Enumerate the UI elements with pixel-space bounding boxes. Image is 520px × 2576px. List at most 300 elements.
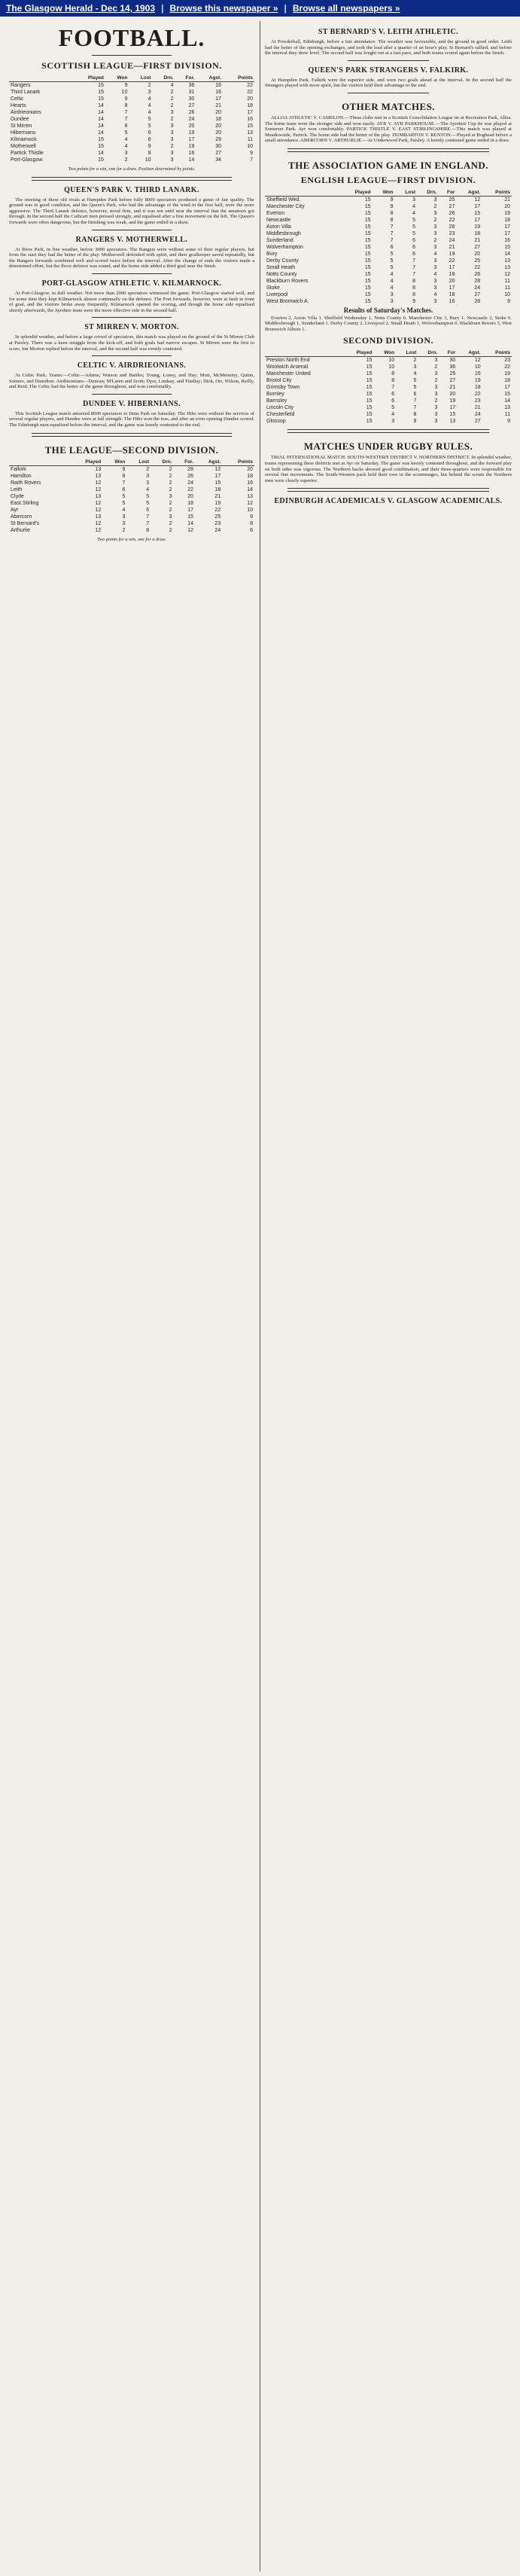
- article-headline: QUEEN'S PARK V. THIRD LANARK.: [64, 185, 199, 194]
- table-cell: 4: [412, 210, 416, 216]
- column-header: Won: [373, 189, 395, 197]
- table-header-row: [265, 349, 512, 357]
- rule: [92, 317, 172, 318]
- table-cell: 22: [474, 392, 481, 398]
- table-cell: 3: [434, 371, 438, 377]
- article-body: At Powderhall, Edinburgh, before a fair attendance. The weather was favourable, and the ground in good order. Leith had the better of the opening exchanges, and took the lead after a quarter of an hour's play. St Bernard's rallied, and before the interval they drew level. The second half was fought out at a fast pace, and both teams scored again before the finish.: [265, 39, 512, 56]
- table-row: [9, 96, 254, 102]
- table-cell: 15: [247, 123, 253, 129]
- table-cell: Hearts: [11, 103, 26, 108]
- column-header: [265, 349, 342, 357]
- table-cell: 21: [504, 197, 510, 203]
- table-cell: 2: [434, 378, 438, 384]
- table-cell: 4: [147, 103, 151, 108]
- table-cell: 29: [215, 137, 221, 142]
- table-cell: 2: [169, 500, 172, 506]
- table-cell: 19: [474, 224, 481, 230]
- table-cell: 7: [413, 405, 417, 411]
- table-cell: 21: [449, 385, 456, 391]
- table-cell: 10: [474, 364, 481, 370]
- separator: |: [161, 3, 164, 14]
- table-cell: 15: [214, 480, 221, 486]
- table-cell: 7: [122, 480, 126, 486]
- table-cell: 4: [412, 203, 416, 209]
- table-cell: 15: [366, 385, 373, 391]
- table-cell: 2: [433, 217, 437, 223]
- table-header-row: [265, 189, 512, 197]
- table-cell: 15: [364, 285, 371, 291]
- table-cell: 14: [187, 520, 193, 526]
- column-header: Won: [374, 349, 397, 357]
- table-row: [265, 278, 512, 285]
- table-cell: 3: [170, 110, 174, 115]
- table-cell: 15: [366, 398, 373, 404]
- table-cell: 8: [412, 291, 416, 297]
- table-cell: 28: [187, 466, 193, 472]
- table-cell: 4: [170, 83, 174, 88]
- table-cell: Burnley: [266, 392, 284, 398]
- table-cell: 20: [188, 123, 195, 129]
- table-row: [9, 136, 254, 143]
- table-cell: 27: [215, 151, 221, 156]
- table-cell: 3: [124, 151, 128, 156]
- table-row: [9, 89, 254, 96]
- column-header: Played: [72, 75, 105, 82]
- table-cell: 19: [188, 130, 195, 136]
- table-cell: 25: [474, 258, 481, 264]
- table-cell: Falkirk: [11, 466, 26, 472]
- table-cell: 17: [449, 285, 455, 291]
- browse-newspaper-link[interactable]: Browse this newspaper »: [169, 3, 278, 14]
- table-cell: 6: [413, 392, 417, 398]
- table-cell: 15: [366, 364, 373, 370]
- table-cell: 16: [247, 117, 253, 122]
- table-cell: 9: [250, 151, 253, 156]
- table-cell: 5: [412, 217, 416, 223]
- table-cell: 28: [449, 224, 455, 230]
- column-header: Played: [69, 459, 103, 466]
- column-header: For: [438, 189, 456, 197]
- table-cell: 25: [449, 197, 455, 203]
- table-cell: Manchester City: [266, 203, 305, 209]
- table-row: [265, 230, 512, 237]
- table-cell: 5: [390, 258, 394, 264]
- table-cell: 12: [474, 197, 481, 203]
- table-cell: 5: [122, 500, 126, 506]
- table-cell: 2: [170, 117, 174, 122]
- column-header: Played: [342, 349, 373, 357]
- table-cell: 2: [170, 96, 174, 102]
- table-cell: 3: [170, 123, 174, 129]
- table-cell: St Bernard's: [11, 520, 40, 526]
- table-cell: 18: [247, 103, 253, 108]
- table-cell: 13: [504, 258, 510, 264]
- table-cell: 18: [504, 217, 510, 223]
- table-cell: 31: [188, 90, 195, 95]
- article-headline: CELTIC V. AIRDRIEONIANS.: [77, 361, 187, 370]
- table-cell: 12: [474, 358, 481, 364]
- table-cell: 3: [147, 90, 151, 95]
- table-row: [9, 527, 254, 534]
- table-cell: 14: [188, 157, 195, 163]
- table-cell: 17: [247, 110, 253, 115]
- table-cell: 3: [433, 285, 437, 291]
- table-cell: 17: [449, 264, 455, 270]
- table-cell: 9: [250, 514, 253, 520]
- rule: [287, 148, 489, 152]
- column-header: Lost: [396, 349, 418, 357]
- table-cell: 5: [412, 230, 416, 236]
- table-cell: 12: [247, 500, 253, 506]
- table-cell: 24: [474, 412, 481, 418]
- table-cell: 6: [391, 392, 395, 398]
- table-cell: 7: [124, 110, 128, 115]
- table-cell: Arthurlie: [11, 527, 31, 533]
- table-cell: 3: [146, 480, 150, 486]
- table-cell: 3: [146, 473, 150, 479]
- table-cell: Airdrieonians: [11, 110, 41, 115]
- table-cell: 9: [507, 419, 510, 425]
- table-cell: 15: [364, 271, 371, 277]
- table-cell: 19: [214, 500, 221, 506]
- table-cell: 8: [147, 137, 151, 142]
- table-cell: 15: [98, 90, 104, 95]
- table-cell: 3: [433, 264, 437, 270]
- table-cell: 23: [214, 520, 221, 526]
- article-body: This Scottish League match attracted 8000 spectators to Dens Park on Saturday. The Hibs were without the services of several regular players, and Dundee were at full strength. The Hibs won the toss, and after an even opening Dundee scored. The Edinburgh men equalised before the interval, and the game was keenly contested to the end.: [9, 410, 254, 428]
- table-cell: 2: [146, 466, 150, 472]
- table-cell: 3: [433, 278, 437, 284]
- table-cell: 6: [391, 398, 395, 404]
- article-headline: ST MIRREN V. MORTON.: [84, 323, 179, 332]
- table-cell: 7: [250, 157, 253, 163]
- table-cell: 18: [214, 486, 221, 492]
- table-cell: 9: [390, 197, 394, 203]
- table-cell: 13: [504, 264, 510, 270]
- article-headline: PORT-GLASGOW ATHLETIC V. KILMARNOCK.: [41, 279, 222, 288]
- table-cell: 5: [122, 493, 126, 499]
- table-row: [265, 357, 512, 364]
- table-cell: Sunderland: [266, 237, 293, 243]
- table-cell: 15: [504, 392, 510, 398]
- table-cell: 3: [391, 419, 395, 425]
- table-cell: 8: [146, 527, 150, 533]
- table-cell: 6: [147, 130, 151, 136]
- article-body: ALLOA ATHLETIC V. CAMELON.—These clubs met in a Scottish Consolidation League tie at Recreation Park, Alloa. The home team were the stronger side and won easily. AYR V. AYR PARKHOUSE.—The Ayrshire Cup tie was played at Somerset Park. Ayr won comfortably. PARTICK THISTLE V. EAST STIRLINGSHIRE.—This match was played at Meadowside, Partick. The home side had the better of the play. DUMBARTON V. RENTON.—Played at Boghead before a small attendance. ABERCORN V. ARTHURLIE.—At Underwood Park, Paisley. A keenly contested game ended in a draw.: [265, 114, 512, 144]
- table-cell: 19: [504, 210, 510, 216]
- table-cell: 24: [214, 527, 221, 533]
- table-cell: 4: [433, 271, 437, 277]
- table-cell: 3: [433, 244, 437, 250]
- section-heading: MATCHES UNDER RUGBY RULES.: [303, 441, 473, 453]
- table-cell: 15: [366, 412, 373, 418]
- article-headline: QUEEN'S PARK STRANGERS V. FALKIRK.: [308, 66, 469, 75]
- table-cell: 12: [214, 466, 221, 472]
- article-body: At Port-Glasgow, in dull weather. Not more than 2000 spectators witnessed the game. Port-Glasgow started well, and for some time they kept Kilmarnock almost continually on the defence. The Port forwards, however, were at fault in front of goal, and the visitors broke away frequently. Kilmarnock opened the scoring, and though the home side equalised shortly afterwards, the Ayrshire team were the more effective side in the second half.: [9, 290, 254, 313]
- column-header: Lost: [129, 75, 152, 82]
- table-cell: 13: [449, 419, 456, 425]
- table-cell: 5: [146, 500, 150, 506]
- table-cell: 8: [124, 103, 128, 108]
- table-cell: 14: [247, 486, 253, 492]
- table-cell: 15: [364, 251, 371, 257]
- table-row: [9, 157, 254, 163]
- table-cell: 13: [95, 473, 102, 479]
- table-cell: 22: [187, 486, 193, 492]
- table-cell: 12: [95, 527, 102, 533]
- table-cell: 9: [390, 203, 394, 209]
- table-cell: 21: [449, 244, 455, 250]
- table-cell: 8: [122, 473, 126, 479]
- table-row: [9, 130, 254, 136]
- table-cell: 4: [390, 278, 394, 284]
- table-cell: 13: [247, 130, 253, 136]
- table-cell: 15: [366, 405, 373, 411]
- table-row: [9, 116, 254, 123]
- table-cell: 4: [391, 412, 395, 418]
- table-cell: 28: [474, 298, 481, 304]
- article-body: TRIAL INTERNATIONAL MATCH. SOUTH-WESTERN DISTRICT V. NORTHERN DISTRICT. In splendid weather, teams representing these districts met at Ayr on Saturday. The game was keenly contested throughout, and the forward play on both sides was vigorous. The Northern backs showed good combination, and their three-quarters were responsible for several fine movements. The South-Western pack held their own in the scrummages, but behind the scrum the Northern men were clearly superior.: [265, 455, 512, 483]
- table-cell: 15: [366, 419, 373, 425]
- table-cell: 15: [364, 224, 371, 230]
- browse-all-link[interactable]: Browse all newspapers »: [292, 3, 400, 14]
- table-cell: 9: [413, 419, 417, 425]
- rule: [32, 433, 232, 437]
- table-row: [9, 507, 254, 514]
- table-cell: St Mirren: [11, 123, 32, 129]
- column-header: Played: [341, 189, 373, 197]
- table-cell: 7: [124, 117, 128, 122]
- table-cell: 17: [187, 507, 193, 513]
- table-cell: 6: [412, 237, 416, 243]
- article-body: At Celtic Park. Teams:—Celtic—Adams; Watson and Battles; Young, Loney, and Hay; Muir, McMenemy, Quinn, Somers, and Hamilton. Airdrieonians—Duncan; M'Laren and Scott; Dyer, Lindsay, and Findlay; Dick, Orr, Wilson, Reilly, and Reid. The Celtic had the better of the game throughout, and won comfortably.: [9, 373, 254, 390]
- table-cell: 10: [144, 157, 151, 163]
- table-cell: 9: [124, 96, 128, 102]
- table-cell: 23: [449, 230, 455, 236]
- table-cell: Preston North End: [266, 358, 310, 364]
- table-cell: 18: [504, 378, 510, 384]
- table-cell: 6: [146, 507, 150, 513]
- table-cell: 7: [412, 258, 416, 264]
- rule: [92, 55, 172, 56]
- table-cell: 11: [504, 412, 510, 418]
- table-cell: 4: [390, 285, 394, 291]
- browse-bar: [0, 0, 520, 17]
- table-cell: 15: [364, 203, 371, 209]
- table-cell: 12: [95, 486, 102, 492]
- table-cell: 15: [98, 157, 104, 163]
- table-cell: 16: [188, 151, 195, 156]
- table-cell: 2: [169, 507, 172, 513]
- table-cell: 15: [364, 298, 371, 304]
- table-cell: 16: [215, 83, 221, 88]
- table-cell: 4: [433, 291, 437, 297]
- column-header: Lost: [395, 189, 418, 197]
- table-cell: 22: [214, 507, 221, 513]
- table-cell: 36: [449, 364, 456, 370]
- table-row: [9, 500, 254, 507]
- column-header: Agst.: [196, 75, 223, 82]
- rule: [287, 429, 489, 433]
- table-cell: 15: [98, 96, 104, 102]
- table-cell: 8: [147, 151, 151, 156]
- table-cell: 25: [214, 514, 221, 520]
- column-header: For.: [175, 75, 196, 82]
- table-cell: 8: [391, 371, 395, 377]
- table-row: [265, 370, 512, 377]
- table-note: Two points for a win, one for a draw.: [97, 536, 166, 542]
- column-header: Won: [102, 459, 126, 466]
- table-row: [265, 210, 512, 217]
- table-cell: 17: [504, 230, 510, 236]
- table-cell: 12: [95, 480, 102, 486]
- rule: [287, 488, 489, 492]
- table-cell: 20: [187, 493, 193, 499]
- table-cell: 27: [188, 103, 195, 108]
- table-cell: 22: [449, 217, 455, 223]
- table-cell: 15: [98, 144, 104, 149]
- league-heading: ENGLISH LEAGUE—FIRST DIVISION.: [300, 174, 476, 185]
- table-cell: 10: [247, 144, 253, 149]
- masthead-title: FOOTBALL.: [58, 24, 205, 51]
- table-row: [9, 82, 254, 90]
- table-cell: 15: [504, 244, 510, 250]
- table-cell: 28: [474, 278, 481, 284]
- table-cell: 3: [170, 130, 174, 136]
- table-cell: 16: [474, 371, 481, 377]
- table-cell: 8: [412, 278, 416, 284]
- table-cell: 7: [412, 271, 416, 277]
- section-heading: THE ASSOCIATION GAME IN ENGLAND.: [288, 159, 488, 171]
- table-cell: 15: [187, 514, 193, 520]
- table-cell: Sheffield Wed.: [266, 197, 301, 203]
- table-cell: 27: [474, 419, 481, 425]
- column-header: [9, 459, 69, 466]
- table-cell: 20: [247, 96, 253, 102]
- table-cell: Glossop: [266, 419, 286, 425]
- table-row: [9, 150, 254, 157]
- table-cell: 27: [474, 244, 481, 250]
- table-cell: Clyde: [11, 493, 24, 499]
- table-cell: 19: [449, 398, 456, 404]
- table-cell: 18: [215, 117, 221, 122]
- table-cell: 27: [449, 203, 455, 209]
- column-header: Agst.: [457, 349, 482, 357]
- table-row: [265, 217, 512, 224]
- table-cell: Abercorn: [11, 514, 32, 520]
- table-cell: 10: [121, 90, 128, 95]
- table-cell: 7: [413, 398, 417, 404]
- table-cell: 8: [412, 285, 416, 291]
- table-cell: 3: [434, 412, 438, 418]
- table-cell: 19: [504, 371, 510, 377]
- table-cell: 2: [169, 527, 172, 533]
- table-cell: 3: [434, 419, 438, 425]
- table-cell: 3: [122, 520, 126, 526]
- table-cell: 15: [449, 412, 456, 418]
- rule: [92, 273, 172, 274]
- table-row: [265, 404, 512, 411]
- table-cell: Kilmarnock: [11, 137, 37, 142]
- table-cell: 22: [247, 90, 253, 95]
- table-row: [9, 123, 254, 130]
- table-cell: 8: [413, 412, 417, 418]
- table-cell: 2: [413, 358, 417, 364]
- table-cell: 3: [169, 493, 172, 499]
- article-body: The meeting of these old rivals at Hampden Park before fully 8000 spectators produced a game of fair quality. The ground was in good condition, and the Queen's Park, who had the advantage of the wind in the first half, were the more aggressive. The Third Lanark defence, however, stood firm, and it was not until near the interval that the amateurs got through. In the second half the Cathcart men pressed strongly, and equalised after a fine movement on the left. The Queen's forwards were often dangerous, but the finishing was weak, and the game ended in a draw.: [9, 197, 254, 225]
- table-cell: 14: [98, 123, 104, 129]
- table-row: [9, 520, 254, 527]
- table-cell: 7: [146, 514, 150, 520]
- table-cell: 3: [433, 224, 437, 230]
- table-row: [265, 418, 512, 425]
- table-cell: 3: [433, 210, 437, 216]
- table-cell: Dundee: [11, 117, 29, 122]
- table-cell: Bury: [266, 251, 278, 257]
- table-cell: 24: [474, 285, 481, 291]
- table-cell: 7: [390, 237, 394, 243]
- table-cell: Grimsby Town: [266, 385, 300, 391]
- column-header: For: [439, 349, 457, 357]
- table-cell: 6: [122, 486, 126, 492]
- article-body: At Ibrox Park, in fine weather, before 3000 spectators. The Rangers were without some of their regular players, but from the start they had the better of the play. Motherwell defended with spirit, and their goalkeeper saved repeatedly, but the Rangers forwards combined well and scored twice before the interval. After the change of ends the visitors made a determined effort, but the Ibrox defence was sound, and the home side added a third goal near the finish.: [9, 246, 254, 270]
- table-cell: 15: [364, 258, 371, 264]
- newspaper-page: [0, 17, 520, 2576]
- table-cell: 17: [215, 96, 221, 102]
- english-league-first-division-table: [265, 189, 512, 305]
- table-header-row: [9, 459, 254, 466]
- table-cell: 2: [122, 527, 126, 533]
- paper-date-link[interactable]: The Glasgow Herald - Dec 14, 1903: [6, 3, 156, 14]
- table-cell: 14: [98, 151, 104, 156]
- table-cell: 15: [366, 378, 373, 384]
- table-cell: 14: [98, 103, 104, 108]
- table-cell: 23: [504, 358, 510, 364]
- table-cell: 7: [412, 264, 416, 270]
- table-cell: 34: [215, 157, 221, 163]
- table-cell: 18: [449, 271, 455, 277]
- table-cell: Raith Rovers: [11, 480, 41, 486]
- table-cell: 18: [187, 500, 193, 506]
- table-row: [9, 143, 254, 150]
- table-cell: 17: [504, 385, 510, 391]
- table-cell: 4: [147, 110, 151, 115]
- column-header: [9, 75, 72, 82]
- table-cell: Middlesbrough: [266, 230, 301, 236]
- table-cell: 9: [507, 298, 510, 304]
- table-cell: 15: [98, 137, 104, 142]
- table-cell: 17: [214, 473, 221, 479]
- column-header: Won: [105, 75, 129, 82]
- table-cell: 2: [124, 157, 128, 163]
- table-cell: 5: [413, 385, 417, 391]
- column-header: Drn.: [417, 189, 438, 197]
- table-cell: 21: [474, 405, 481, 411]
- table-cell: 13: [247, 493, 253, 499]
- article-headline: ST BERNARD'S V. LEITH ATHLETIC.: [318, 28, 459, 36]
- table-cell: 11: [504, 278, 510, 284]
- table-row: [9, 480, 254, 486]
- column-header: Points: [222, 459, 254, 466]
- table-row: [9, 465, 254, 473]
- article-headline: RANGERS V. MOTHERWELL.: [75, 235, 188, 244]
- table-cell: 14: [504, 398, 510, 404]
- table-cell: 15: [366, 358, 373, 364]
- table-cell: 20: [449, 392, 456, 398]
- table-cell: Rangers: [11, 83, 31, 88]
- table-cell: 14: [98, 110, 104, 115]
- table-cell: 21: [215, 103, 221, 108]
